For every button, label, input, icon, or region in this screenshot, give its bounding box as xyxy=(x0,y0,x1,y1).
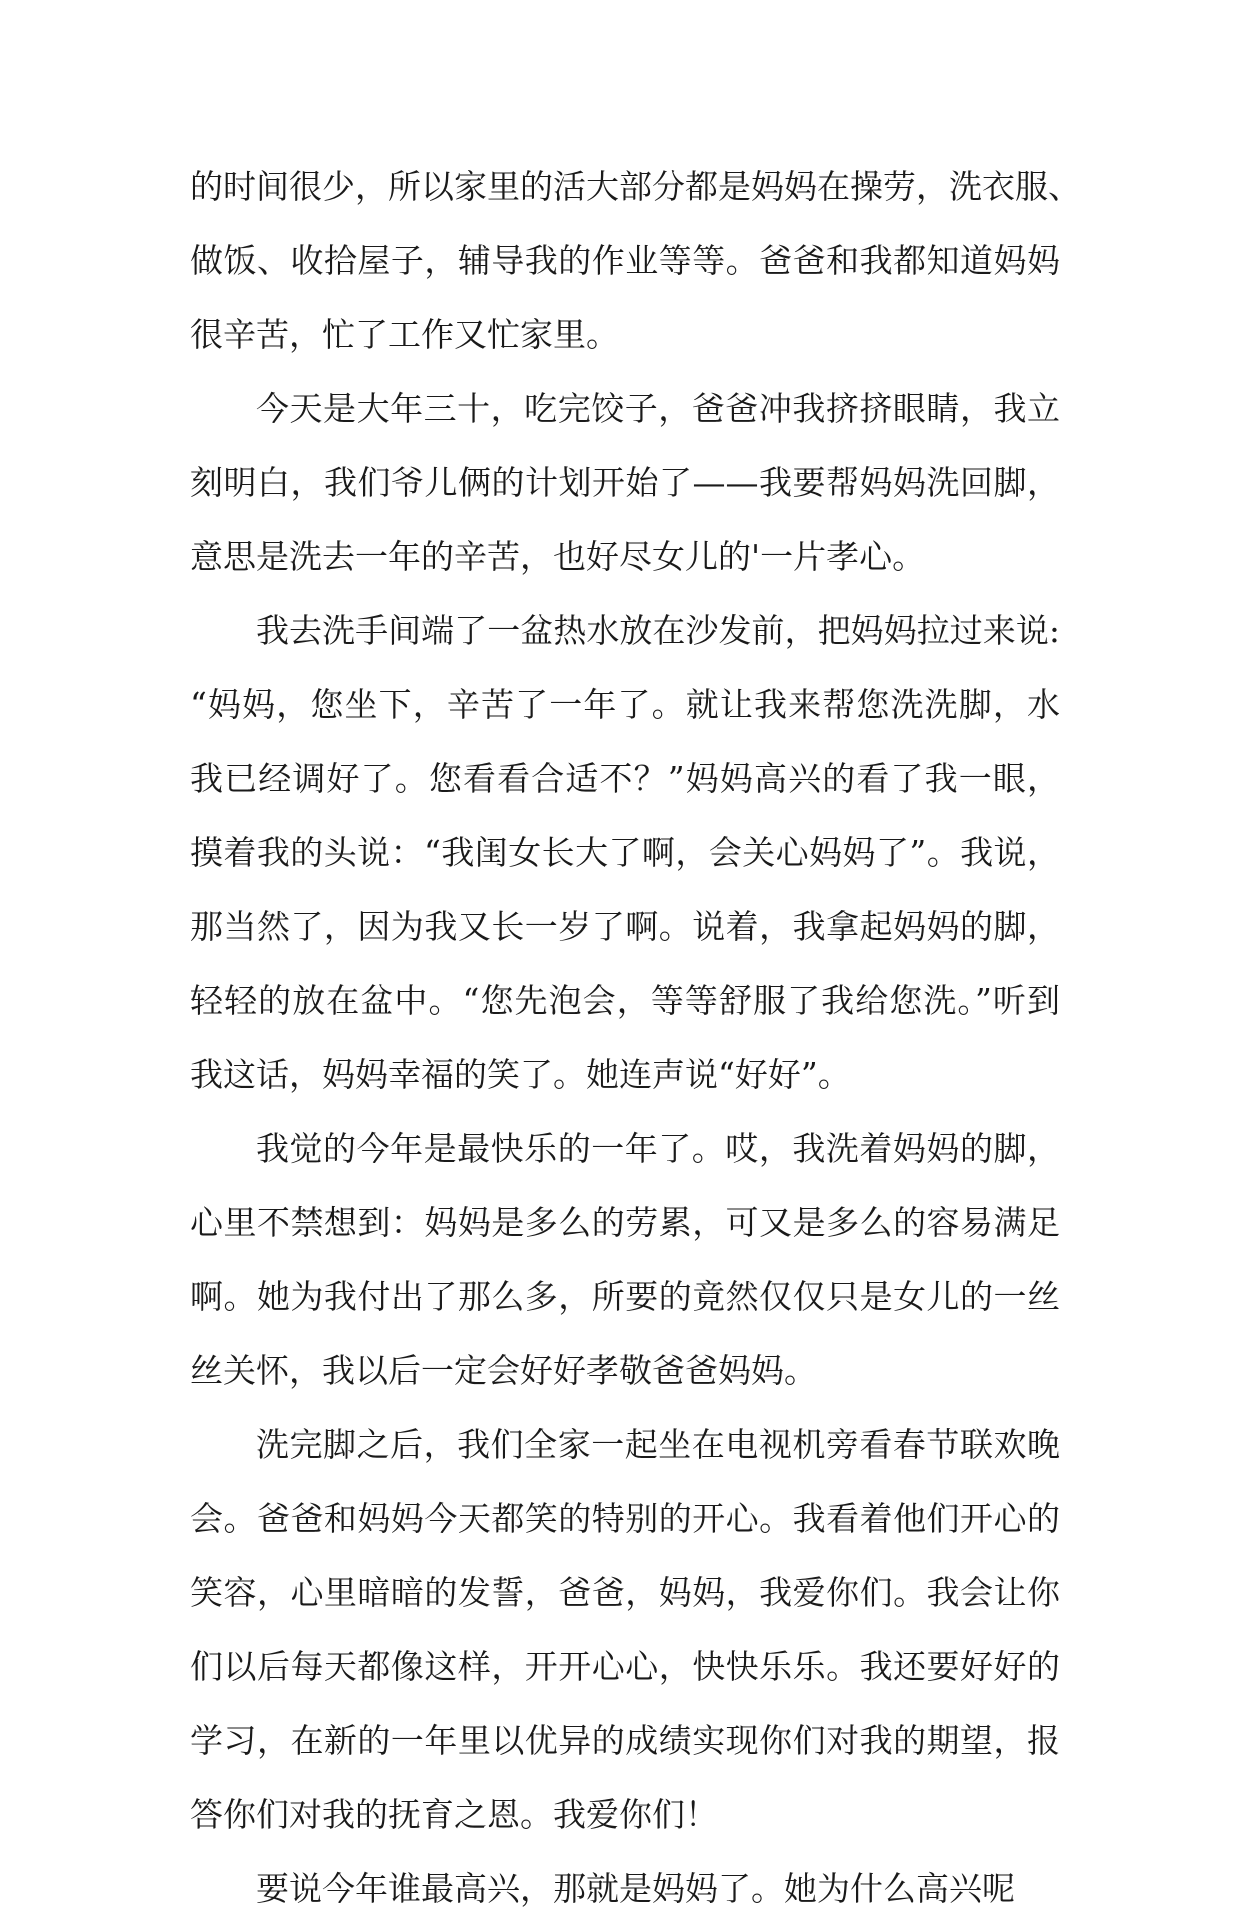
text-line: “妈妈，您坐下，辛苦了一年了。就让我来帮您洗洗脚，水 xyxy=(190,685,1060,724)
text-line: 学习，在新的一年里以优异的成绩实现你们对我的期望，报 xyxy=(190,1721,1060,1760)
text-line: 我已经调好了。您看看合适不？”妈妈高兴的看了我一眼， xyxy=(190,759,1060,798)
paragraph-start-line: 我觉的今年是最快乐的一年了。哎，我洗着妈妈的脚， xyxy=(256,1129,1060,1168)
text-line: 丝关怀，我以后一定会好好孝敬爸爸妈妈。 xyxy=(190,1351,817,1390)
text-line: 刻明白，我们爷儿俩的计划开始了——我要帮妈妈洗回脚， xyxy=(190,463,1060,502)
text-line: 意思是洗去一年的辛苦，也好尽女儿的'一片孝心。 xyxy=(190,537,926,576)
text-line: 的时间很少，所以家里的活大部分都是妈妈在操劳，洗衣服、 xyxy=(190,167,1081,206)
paragraph-start-line: 洗完脚之后，我们全家一起坐在电视机旁看春节联欢晚 xyxy=(256,1425,1060,1464)
text-line: 很辛苦，忙了工作又忙家里。 xyxy=(190,315,619,354)
paragraph-start-line: 今天是大年三十，吃完饺子，爸爸冲我挤挤眼睛，我立 xyxy=(256,389,1060,428)
text-line: 那当然了，因为我又长一岁了啊。说着，我拿起妈妈的脚， xyxy=(190,907,1060,946)
text-line: 做饭、收拾屋子，辅导我的作业等等。爸爸和我都知道妈妈 xyxy=(190,241,1060,280)
text-line: 心里不禁想到：妈妈是多么的劳累，可又是多么的容易满足 xyxy=(190,1203,1060,1242)
text-line: 会。爸爸和妈妈今天都笑的特别的开心。我看着他们开心的 xyxy=(190,1499,1060,1538)
text-line: 答你们对我的抚育之恩。我爱你们！ xyxy=(190,1795,718,1834)
text-line: 摸着我的头说：“我闺女长大了啊，会关心妈妈了”。我说， xyxy=(190,833,1060,872)
text-line: 们以后每天都像这样，开开心心，快快乐乐。我还要好好的 xyxy=(190,1647,1060,1686)
text-line: 轻轻的放在盆中。“您先泡会，等等舒服了我给您洗。”听到 xyxy=(190,981,1060,1020)
text-line: 我这话，妈妈幸福的笑了。她连声说“好好”。 xyxy=(190,1055,851,1094)
paragraph-start-line: 要说今年谁最高兴，那就是妈妈了。她为什么高兴呢 xyxy=(256,1869,1015,1908)
paragraph-start-line: 我去洗手间端了一盆热水放在沙发前，把妈妈拉过来说: xyxy=(256,611,1060,650)
essay-body xyxy=(190,150,1081,1926)
text-line: 啊。她为我付出了那么多，所要的竟然仅仅只是女儿的一丝 xyxy=(190,1277,1060,1316)
text-line: 笑容，心里暗暗的发誓，爸爸，妈妈，我爱你们。我会让你 xyxy=(190,1573,1060,1612)
